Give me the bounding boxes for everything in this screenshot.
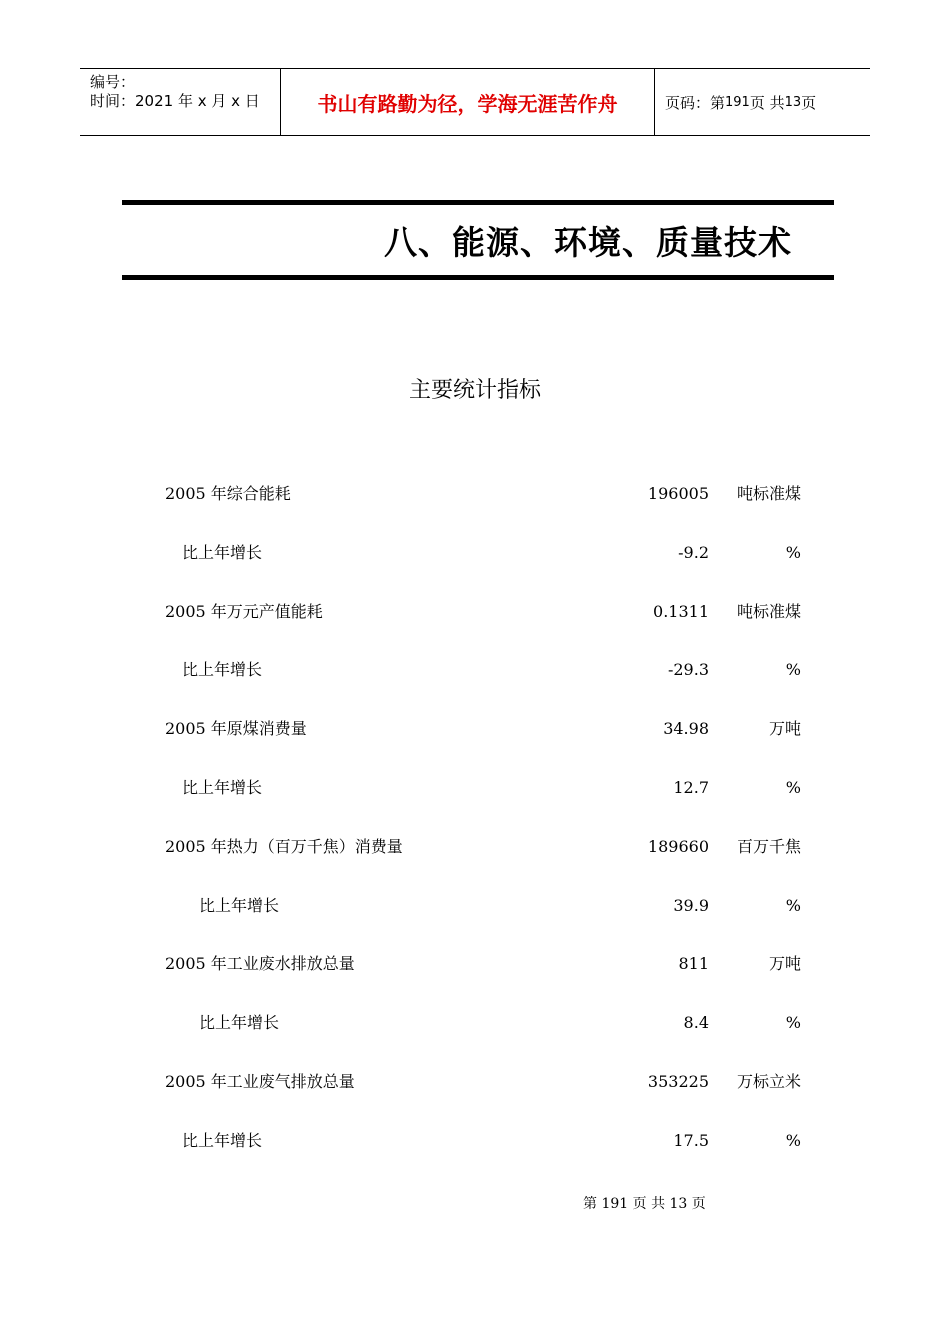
page-header — [80, 68, 870, 136]
stat-unit: 万吨 — [768, 954, 801, 973]
stat-row — [0, 1069, 950, 1095]
stat-label: 2005 年综合能耗 — [165, 484, 291, 503]
header-page-info — [655, 69, 870, 135]
stat-value: -29.3 — [667, 660, 709, 679]
stat-label: 2005 年原煤消费量 — [165, 719, 307, 738]
stat-label: 2005 年热力（百万千焦）消费量 — [165, 837, 403, 856]
page-mid: 页 共 — [749, 93, 785, 112]
stat-row — [0, 716, 950, 742]
title-rule-bottom — [122, 275, 834, 280]
stat-row — [0, 893, 950, 919]
stat-row — [0, 1128, 950, 1154]
stat-unit: 万吨 — [768, 719, 801, 738]
stat-row — [0, 775, 950, 801]
stat-label: 比上年增长 — [182, 778, 263, 797]
stat-row — [0, 1010, 950, 1036]
stat-row — [0, 951, 950, 977]
page-total: 13 — [784, 94, 802, 110]
stat-value: 196005 — [647, 484, 709, 503]
stat-value: 34.98 — [663, 719, 709, 738]
stat-row — [0, 657, 950, 683]
stat-value: 811 — [678, 954, 709, 973]
stat-unit: % — [785, 543, 801, 562]
title-rule-top — [122, 200, 834, 205]
stat-unit: 吨标准煤 — [736, 484, 801, 503]
page-prefix: 页码：第 — [665, 93, 726, 112]
stat-unit: % — [785, 1131, 801, 1150]
header-meta — [80, 69, 281, 135]
stat-row — [0, 540, 950, 566]
stat-unit: % — [785, 896, 801, 915]
stat-value: 12.7 — [673, 778, 709, 797]
stat-label: 比上年增长 — [182, 543, 263, 562]
stat-unit: 吨标准煤 — [736, 602, 801, 621]
number-label: 编号： — [90, 73, 136, 91]
page-number: 191 — [725, 94, 750, 110]
stat-row — [0, 599, 950, 625]
stat-unit: 百万千焦 — [736, 837, 801, 856]
motto-text: 书山有路勤为径，学海无涯苦作舟 — [317, 91, 618, 116]
header-motto — [281, 69, 655, 135]
page-footer: 第 191 页 共 13 页 — [583, 1196, 706, 1212]
stat-value: 8.4 — [683, 1013, 709, 1032]
stat-label: 2005 年工业废水排放总量 — [165, 954, 355, 973]
stat-label: 比上年增长 — [199, 1013, 280, 1032]
stat-unit: 万标立米 — [736, 1072, 801, 1091]
page-suffix: 页 — [801, 93, 817, 112]
stat-unit: % — [785, 778, 801, 797]
stat-value: 39.9 — [673, 896, 709, 915]
section-title: 主要统计指标 — [408, 378, 541, 403]
stat-label: 比上年增长 — [182, 660, 263, 679]
stat-unit: % — [785, 660, 801, 679]
stat-value: 0.1311 — [653, 602, 709, 621]
stat-row — [0, 481, 950, 507]
time-label: 时间：2021 年 x 月 x 日 — [90, 92, 260, 110]
stat-row — [0, 834, 950, 860]
stat-label: 2005 年万元产值能耗 — [165, 602, 323, 621]
stat-value: -9.2 — [678, 543, 709, 562]
stat-value: 353225 — [647, 1072, 709, 1091]
stat-label: 2005 年工业废气排放总量 — [165, 1072, 355, 1091]
stat-value: 17.5 — [673, 1131, 709, 1150]
chapter-title: 八、能源、环境、质量技术 — [384, 223, 792, 262]
stat-label: 比上年增长 — [182, 1131, 263, 1150]
stat-label: 比上年增长 — [199, 896, 280, 915]
stat-value: 189660 — [647, 837, 709, 856]
stat-unit: % — [785, 1013, 801, 1032]
